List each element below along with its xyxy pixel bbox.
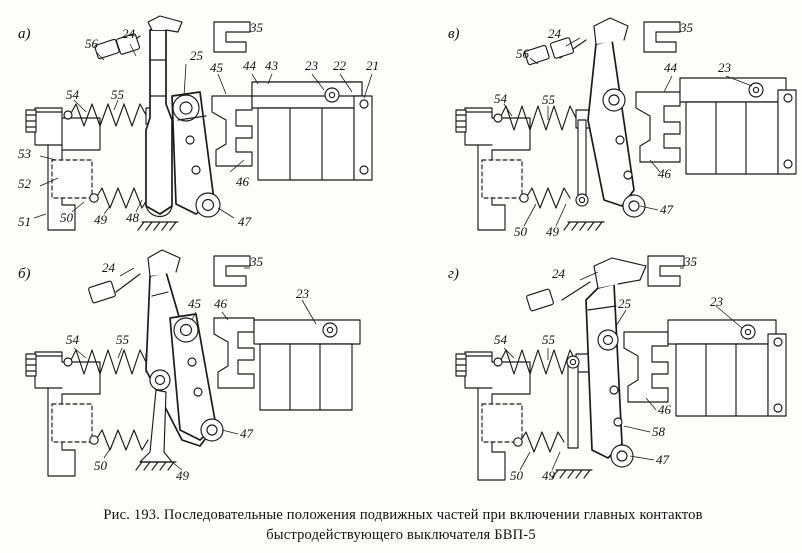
panel-v-bracket-35 bbox=[644, 22, 680, 52]
callout-g-50: 50 bbox=[510, 468, 523, 483]
callout-a-46: 46 bbox=[236, 174, 249, 189]
callout-a-52: 52 bbox=[18, 176, 31, 191]
panel-v-spring-lower bbox=[520, 188, 570, 208]
callout-g-54: 54 bbox=[494, 332, 507, 347]
panel-a-magnet-block bbox=[252, 82, 372, 180]
panel-v-ground bbox=[564, 222, 604, 230]
panel-v-magnet-block bbox=[680, 78, 796, 174]
panel-label-a: а) bbox=[18, 26, 31, 42]
callout-g-46: 46 bbox=[658, 402, 671, 417]
callout-a-51: 51 bbox=[18, 214, 31, 229]
panel-g-rod bbox=[567, 356, 579, 448]
callout-v-50: 50 bbox=[514, 224, 527, 239]
callout-v-46: 46 bbox=[658, 166, 671, 181]
panel-a-ground bbox=[138, 222, 178, 230]
callout-a-35: 35 bbox=[250, 20, 263, 35]
callout-g-23: 23 bbox=[710, 294, 723, 309]
panel-b-magnet-block bbox=[254, 320, 360, 410]
panel-a-bracket-35 bbox=[214, 22, 250, 52]
callout-a-55: 55 bbox=[111, 87, 124, 102]
panel-g-ground bbox=[552, 470, 592, 478]
callout-a-50: 50 bbox=[60, 210, 73, 225]
panel-a-hook-24 bbox=[94, 16, 182, 59]
panel-a-bracket-45 bbox=[212, 96, 252, 166]
panel-a bbox=[18, 16, 379, 230]
callout-b-45: 45 bbox=[188, 296, 201, 311]
caption-line-2: быстродействующего выключателя БВП-5 bbox=[266, 527, 536, 543]
callout-b-49: 49 bbox=[176, 468, 189, 483]
callout-b-54: 54 bbox=[66, 332, 79, 347]
callout-a-53: 53 bbox=[18, 146, 31, 161]
callout-g-55: 55 bbox=[542, 332, 555, 347]
panel-g bbox=[448, 254, 786, 483]
panel-b bbox=[18, 250, 360, 483]
panel-g-magnet-block bbox=[668, 320, 786, 416]
panel-g-bracket-35 bbox=[648, 256, 684, 286]
callout-a-21: 21 bbox=[366, 58, 379, 73]
panel-b-bracket-35 bbox=[214, 256, 250, 286]
callout-a-54: 54 bbox=[66, 87, 79, 102]
callout-b-46: 46 bbox=[214, 296, 227, 311]
panel-label-g: г) bbox=[448, 266, 459, 282]
callout-b-23: 23 bbox=[296, 286, 309, 301]
callout-a-24: 24 bbox=[122, 26, 135, 41]
figure-caption bbox=[0, 505, 802, 545]
callout-v-44: 44 bbox=[664, 60, 677, 75]
callout-a-48: 48 bbox=[126, 210, 139, 225]
caption-line-1: Рис. 193. Последовательные положения подвижных частей при включении главных контактов bbox=[103, 507, 703, 523]
panel-v bbox=[448, 18, 796, 239]
callout-a-45: 45 bbox=[210, 60, 223, 75]
callout-v-24: 24 bbox=[548, 26, 561, 41]
panel-g-bracket bbox=[624, 332, 668, 402]
panel-b-ground bbox=[136, 462, 176, 470]
callout-g-24: 24 bbox=[552, 266, 565, 281]
callout-a-47: 47 bbox=[238, 214, 251, 229]
callout-g-25: 25 bbox=[618, 296, 631, 311]
callout-a-25: 25 bbox=[190, 48, 203, 63]
callout-v-23: 23 bbox=[718, 60, 731, 75]
panel-g-main-lever bbox=[586, 284, 622, 458]
panel-b-frame bbox=[26, 352, 100, 476]
callout-a-56: 56 bbox=[85, 36, 98, 51]
callout-b-47: 47 bbox=[240, 426, 253, 441]
callout-b-55: 55 bbox=[116, 332, 129, 347]
panel-g-frame bbox=[456, 352, 530, 480]
callout-v-54: 54 bbox=[494, 91, 507, 106]
callout-g-58: 58 bbox=[652, 424, 665, 439]
panel-label-v: в) bbox=[448, 26, 460, 42]
callout-b-24: 24 bbox=[102, 260, 115, 275]
callout-b-35: 35 bbox=[250, 254, 263, 269]
callout-v-35: 35 bbox=[680, 20, 693, 35]
callout-a-44: 44 bbox=[243, 58, 256, 73]
panel-b-bracket-46 bbox=[214, 318, 254, 388]
panel-v-frame bbox=[456, 108, 530, 230]
callout-v-56: 56 bbox=[516, 46, 529, 61]
callout-a-22: 22 bbox=[333, 58, 346, 73]
panel-b-spring-lower bbox=[90, 430, 148, 450]
callout-g-49: 49 bbox=[542, 468, 555, 483]
panel-a-main-lever bbox=[146, 30, 172, 214]
callout-g-35: 35 bbox=[684, 254, 697, 269]
callout-b-50: 50 bbox=[94, 458, 107, 473]
panel-v-bracket-44 bbox=[636, 92, 680, 162]
callout-v-55: 55 bbox=[542, 92, 555, 107]
panel-v-main-lever bbox=[588, 40, 634, 206]
callout-a-43: 43 bbox=[265, 58, 278, 73]
panel-v-rod bbox=[576, 120, 588, 206]
callout-g-47: 47 bbox=[656, 452, 669, 467]
callout-v-47: 47 bbox=[660, 202, 673, 217]
callout-v-49: 49 bbox=[546, 224, 559, 239]
callout-a-23: 23 bbox=[305, 58, 318, 73]
panel-label-b: б) bbox=[18, 266, 31, 282]
callout-a-49: 49 bbox=[94, 212, 107, 227]
